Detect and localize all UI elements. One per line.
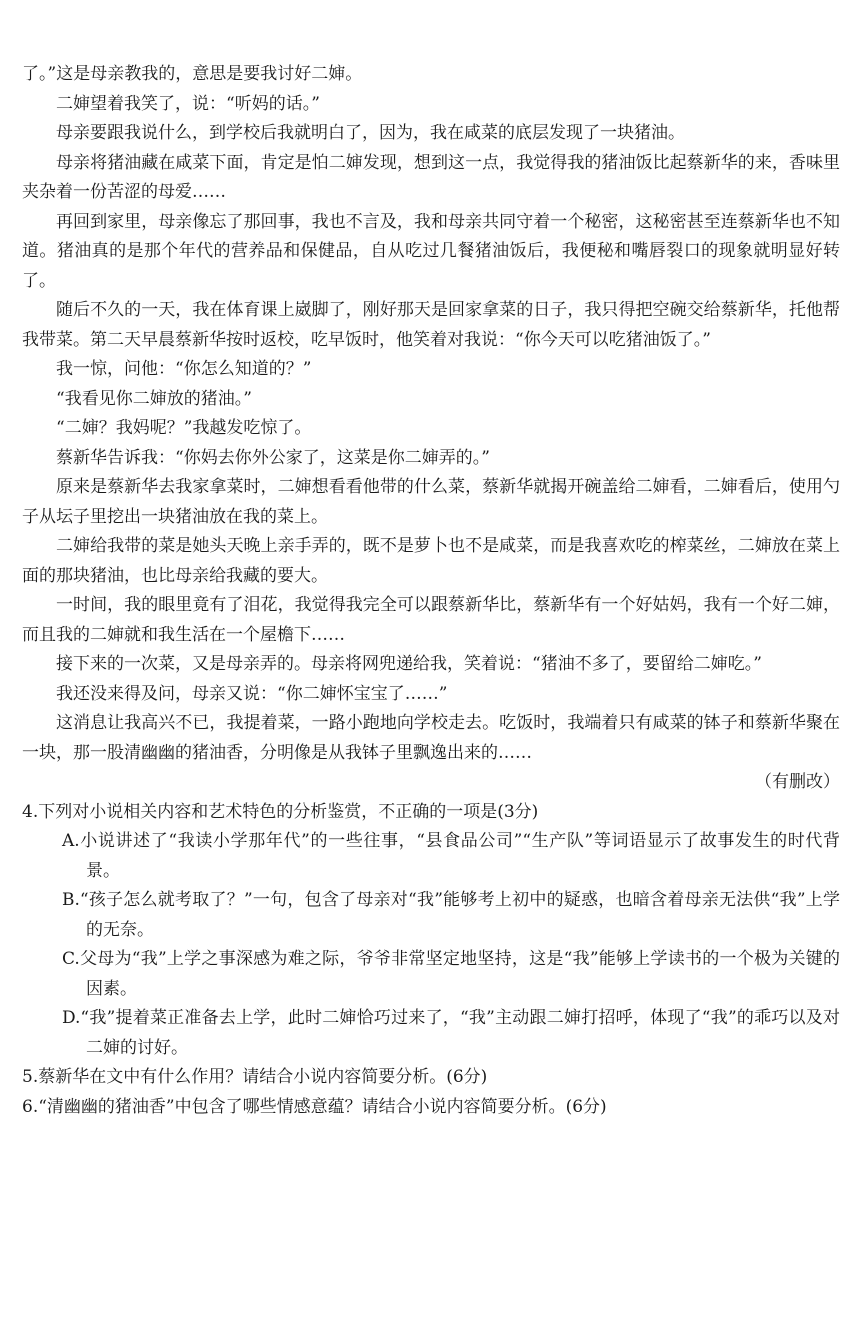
question-4 (22, 798, 840, 1064)
question-4-option-c: C.父母为“我”上学之事深感为难之际，爷爷非常坚定地坚持，这是“我”能够上学读书的一个极为关键的因素。 (62, 949, 840, 999)
story-paragraph-1: 了。”这是母亲教我的，意思是要我讨好二婶。 (22, 64, 363, 84)
story-paragraph-15: 我还没来得及问，母亲又说：“你二婶怀宝宝了……” (56, 683, 448, 704)
story-paragraph-11: 原来是蔡新华去我家拿菜时，二婶想看看他带的什么菜，蔡新华就揭开碗盖给二婶看，二婶看后，使用勺子从坛子里挖出一块猪油放在我的菜上。 (22, 477, 840, 527)
story-paragraph-10: 蔡新华告诉我：“你妈去你外公家了，这菜是你二婶弄的。” (56, 447, 490, 468)
story-paragraph-16: 这消息让我高兴不已，我提着菜，一路小跑地向学校走去。吃饭时，我端着只有咸菜的钵子和蔡新华聚在一块，那一股清幽幽的猪油香，分明像是从我钵子里飘逸出来的…… (22, 713, 840, 763)
question-5-stem: 5.蔡新华在文中有什么作用？请结合小说内容简要分析。(6分) (22, 1067, 488, 1087)
question-4-option-d: D.“我”提着菜正准备去上学，此时二婶恰巧过来了，“我”主动跟二婶打招呼，体现了“我”的乖巧以及对二婶的讨好。 (62, 1008, 840, 1058)
story-paragraph-14: 接下来的一次菜，又是母亲弄的。母亲将网兜递给我，笑着说：“猪油不多了，要留给二婶吃。” (56, 654, 762, 674)
story-paragraph-12: 二婶给我带的菜是她头天晚上亲手弄的，既不是萝卜也不是咸菜，而是我喜欢吃的榨菜丝，二婶放在菜上面的那块猪油，也比母亲给我藏的要大。 (22, 536, 840, 586)
exam-page (22, 60, 840, 1122)
story-paragraph-2: 二婶望着我笑了，说：“听妈的话。” (56, 93, 320, 114)
question-6-stem: 6.“清幽幽的猪油香”中包含了哪些情感意蕴？请结合小说内容简要分析。(6分) (22, 1096, 607, 1117)
story-paragraph-3: 母亲要跟我说什么，到学校后我就明白了，因为，我在咸菜的底层发现了一块猪油。 (56, 123, 685, 143)
question-4-option-a: A.小说讲述了“我读小学那年代”的一些往事，“县食品公司”“生产队”等词语显示了故事发生的时代背景。 (62, 831, 840, 881)
story-paragraph-9: “二婶？我妈呢？”我越发吃惊了。 (56, 418, 312, 438)
question-4-option-b: B.“孩子怎么就考取了？”一句，包含了母亲对“我”能够考上初中的疑惑，也暗含着母亲无法供“我”上学的无奈。 (62, 890, 840, 940)
source-note: （有删改） (755, 772, 840, 792)
story-paragraph-4: 母亲将猪油藏在咸菜下面，肯定是怕二婶发现，想到这一点，我觉得我的猪油饭比起蔡新华的来，香味里夹杂着一份苦涩的母爱…… (22, 152, 840, 202)
question-4-stem: 4.下列对小说相关内容和艺术特色的分析鉴赏，不正确的一项是(3分) (22, 801, 539, 822)
story-paragraph-8: “我看见你二婶放的猪油。” (56, 388, 252, 409)
story-paragraph-13: 一时间，我的眼里竟有了泪花，我觉得我完全可以跟蔡新华比，蔡新华有一个好姑妈，我有一个好二婶，而且我的二婶就和我生活在一个屋檐下…… (22, 595, 840, 645)
story-text (22, 60, 840, 798)
story-paragraph-6: 随后不久的一天，我在体育课上崴脚了，刚好那天是回家拿菜的日子，我只得把空碗交给蔡新华，托他帮我带菜。第二天早晨蔡新华按时返校，吃早饭时，他笑着对我说：“你今天可以吃猪油饭了。” (22, 300, 840, 350)
story-paragraph-7: 我一惊，问他：“你怎么知道的？” (56, 359, 312, 379)
story-paragraph-5: 再回到家里，母亲像忘了那回事，我也不言及，我和母亲共同守着一个秘密，这秘密甚至连蔡新华也不知道。猪油真的是那个年代的营养品和保健品，自从吃过几餐猪油饭后，我便秘和嘴唇裂口的现象就明显好转了。 (22, 211, 840, 291)
